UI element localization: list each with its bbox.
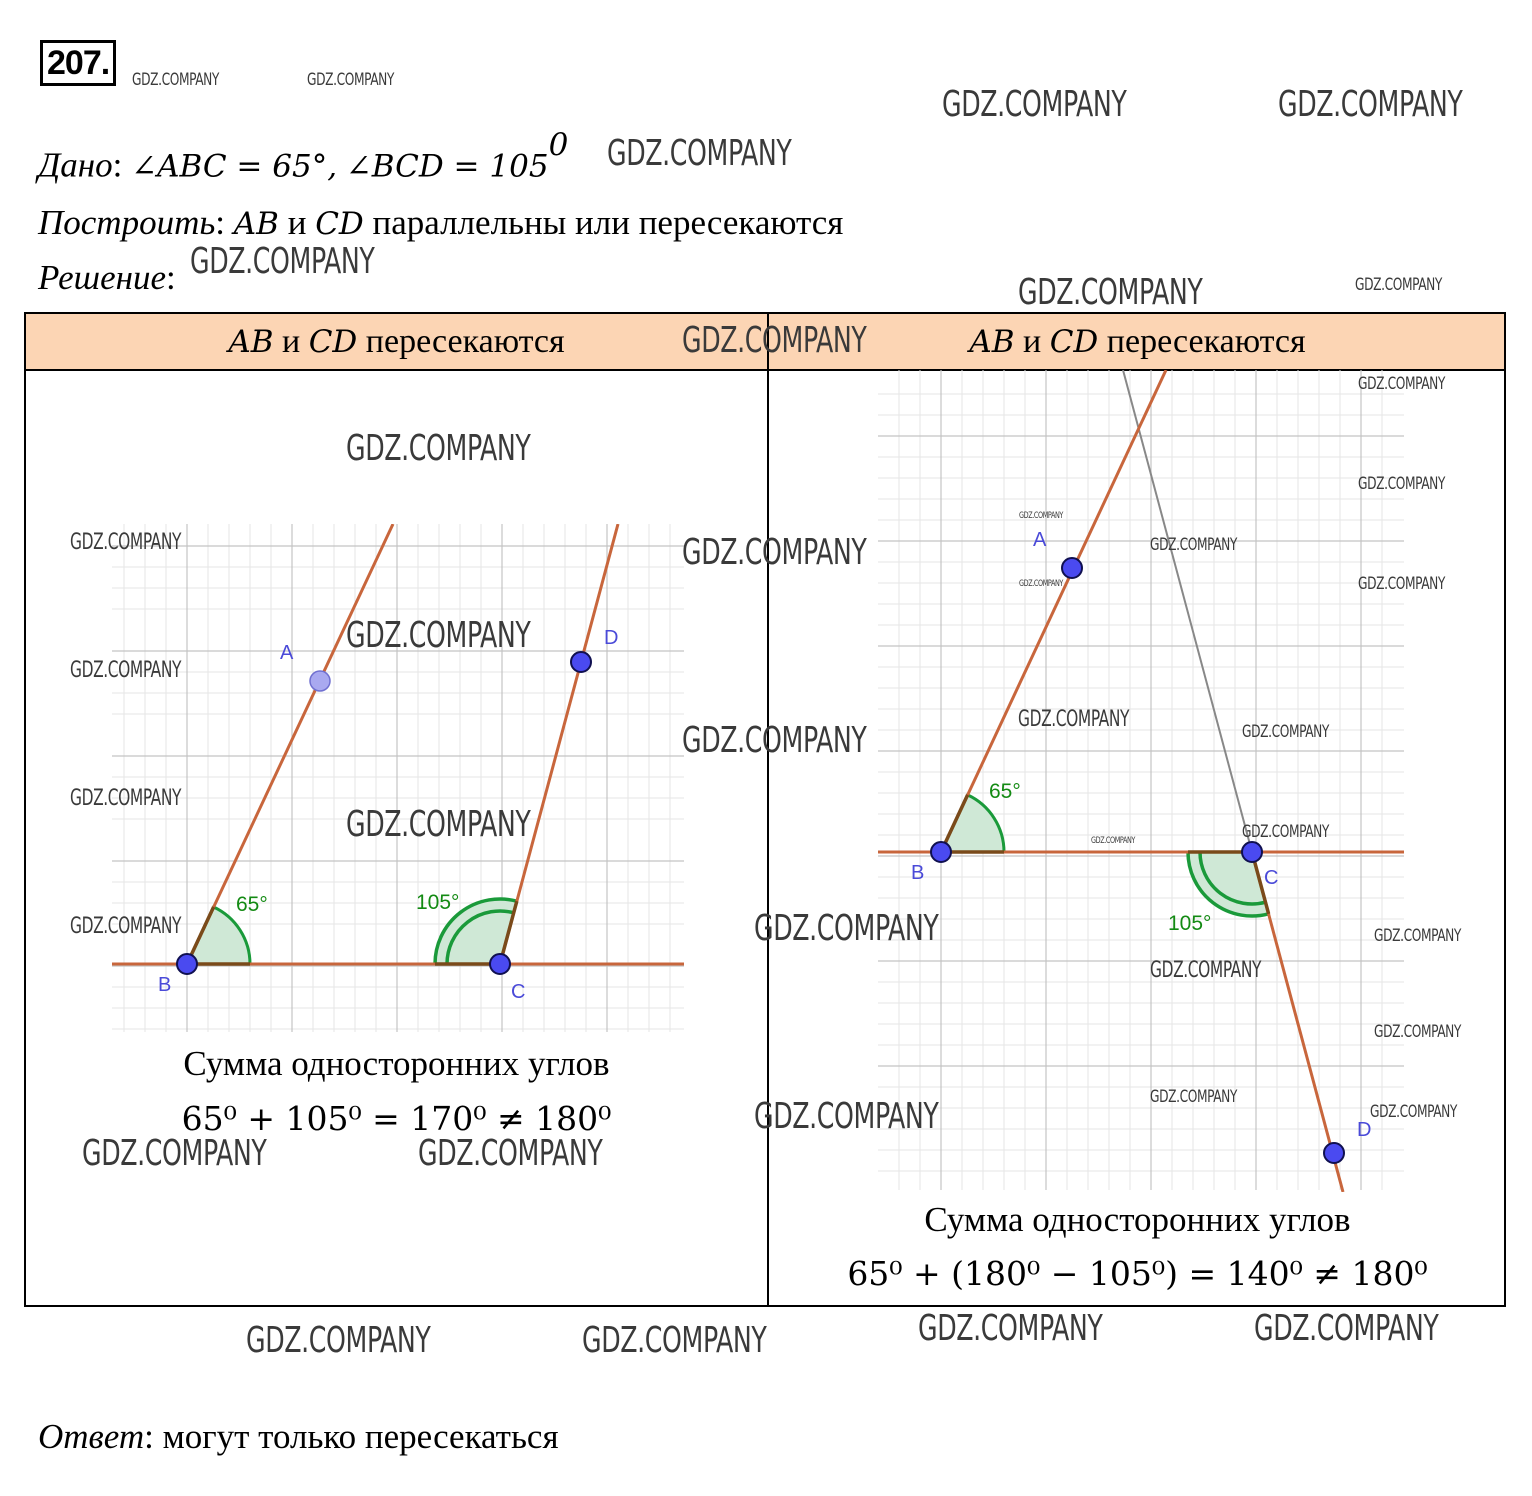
watermark: GDZ.COMPANY bbox=[1242, 822, 1330, 842]
watermark: GDZ.COMPANY bbox=[346, 804, 531, 845]
construct-cd: CD bbox=[315, 206, 364, 242]
angle-abc-sector-right bbox=[941, 795, 1004, 852]
header-right bbox=[769, 314, 1506, 369]
watermark: GDZ.COMPANY bbox=[1254, 1308, 1439, 1349]
watermark: GDZ.COMPANY bbox=[1019, 579, 1063, 589]
point-d-label-right: D bbox=[1357, 1119, 1372, 1141]
watermark: GDZ.COMPANY bbox=[1374, 926, 1462, 946]
given-label: Дано bbox=[38, 145, 113, 185]
line-ab-right bbox=[941, 370, 1166, 852]
watermark: GDZ.COMPANY bbox=[942, 84, 1127, 125]
line-dc-extension-right bbox=[1123, 370, 1252, 852]
header-left bbox=[26, 314, 767, 369]
angle-abc-label-right: 65° bbox=[989, 780, 1021, 803]
watermark: GDZ.COMPANY bbox=[918, 1308, 1103, 1349]
watermark: GDZ.COMPANY bbox=[682, 532, 867, 573]
point-b-label-right: B bbox=[911, 862, 925, 884]
point-a-right[interactable] bbox=[1062, 558, 1082, 578]
point-a-label-left: A bbox=[280, 642, 294, 664]
figure-left bbox=[112, 524, 688, 1034]
figure-right bbox=[878, 370, 1406, 1192]
construct-label: Построить bbox=[38, 203, 216, 242]
watermark: GDZ.COMPANY bbox=[418, 1133, 603, 1174]
watermark: GDZ.COMPANY bbox=[1150, 958, 1262, 983]
point-a-left[interactable] bbox=[310, 671, 330, 691]
watermark: GDZ.COMPANY bbox=[1019, 511, 1063, 521]
watermark: GDZ.COMPANY bbox=[754, 1096, 939, 1137]
angle-bcd-label-left: 105° bbox=[416, 891, 460, 914]
watermark: GDZ.COMPANY bbox=[682, 720, 867, 761]
header-left-and: и bbox=[282, 323, 301, 360]
header-left-text: пересекаются bbox=[365, 323, 565, 360]
point-b-right[interactable] bbox=[931, 842, 951, 862]
watermark: GDZ.COMPANY bbox=[1150, 1087, 1238, 1107]
answer-label: Ответ bbox=[38, 1417, 145, 1456]
watermark: GDZ.COMPANY bbox=[754, 908, 939, 949]
header-right-cd: CD bbox=[1049, 324, 1099, 360]
solution-line: Решение: bbox=[38, 258, 176, 297]
given-angle-abc: ∠ABC = 65°, bbox=[131, 148, 338, 185]
given-line: Дано: ∠ABC = 65°, ∠BCD = $105^0$ bbox=[38, 127, 569, 185]
line-cd-left bbox=[500, 524, 618, 964]
formula-left: 65⁰ + 105⁰ = 170⁰ ≠ 180⁰ bbox=[181, 1099, 612, 1138]
point-d-label-left: D bbox=[604, 627, 619, 649]
watermark: GDZ.COMPANY bbox=[346, 428, 531, 469]
point-d-left[interactable] bbox=[571, 652, 591, 672]
watermark: GDZ.COMPANY bbox=[132, 70, 220, 90]
watermark: GDZ.COMPANY bbox=[190, 241, 375, 282]
point-c-label-right: C bbox=[1264, 867, 1279, 889]
point-c-left[interactable] bbox=[490, 954, 510, 974]
watermark: GDZ.COMPANY bbox=[70, 658, 182, 683]
header-right-text: пересекаются bbox=[1106, 323, 1306, 360]
task-number: 207. bbox=[40, 40, 116, 86]
watermark: GDZ.COMPANY bbox=[582, 1320, 767, 1361]
caption-left: Сумма односторонних углов bbox=[183, 1044, 610, 1083]
answer-line: Ответ: могут только пересекаться bbox=[38, 1417, 559, 1456]
watermark: GDZ.COMPANY bbox=[70, 786, 182, 811]
watermark: GDZ.COMPANY bbox=[1018, 707, 1130, 732]
watermark: GDZ.COMPANY bbox=[607, 133, 792, 174]
header-left-ab: AB bbox=[228, 324, 274, 360]
watermark: GDZ.COMPANY bbox=[1018, 272, 1203, 313]
grid-right bbox=[878, 370, 1404, 1190]
watermark: GDZ.COMPANY bbox=[1091, 836, 1135, 846]
construct-and: и bbox=[287, 203, 307, 242]
angle-abc-label-left: 65° bbox=[236, 893, 268, 916]
watermark: GDZ.COMPANY bbox=[1150, 535, 1238, 555]
column-divider bbox=[767, 314, 769, 1305]
watermark: GDZ.COMPANY bbox=[346, 615, 531, 656]
line-ab-left bbox=[187, 524, 393, 964]
watermark: GDZ.COMPANY bbox=[682, 320, 867, 361]
watermark: GDZ.COMPANY bbox=[1358, 574, 1446, 594]
caption-right: Сумма односторонних углов bbox=[924, 1200, 1351, 1239]
given-degree: 0 bbox=[548, 127, 569, 163]
solution-label: Решение bbox=[38, 258, 167, 297]
watermark: GDZ.COMPANY bbox=[1355, 275, 1443, 295]
watermark: GDZ.COMPANY bbox=[1358, 374, 1446, 394]
watermark: GDZ.COMPANY bbox=[70, 530, 182, 555]
construct-ab: AB bbox=[233, 206, 279, 242]
angle-bcd-label-right: 105° bbox=[1168, 912, 1212, 935]
construct-line: Построить: AB и CD параллельны или пересекаются bbox=[38, 203, 844, 242]
formula-right: 65⁰ + (180⁰ − 105⁰) = 140⁰ ≠ 180⁰ bbox=[847, 1254, 1428, 1293]
watermark: GDZ.COMPANY bbox=[1358, 474, 1446, 494]
watermark: GDZ.COMPANY bbox=[82, 1133, 267, 1174]
watermark: GDZ.COMPANY bbox=[1242, 722, 1330, 742]
point-a-label-right: A bbox=[1033, 529, 1047, 551]
watermark: GDZ.COMPANY bbox=[1370, 1102, 1458, 1122]
point-b-left[interactable] bbox=[177, 954, 197, 974]
watermark: GDZ.COMPANY bbox=[307, 70, 395, 90]
point-c-label-left: C bbox=[511, 981, 526, 1003]
watermark: GDZ.COMPANY bbox=[1374, 1022, 1462, 1042]
header-right-ab: AB bbox=[969, 324, 1015, 360]
watermark: GDZ.COMPANY bbox=[1278, 84, 1463, 125]
point-b-label-left: B bbox=[158, 974, 172, 996]
construct-text: параллельны или пересекаются bbox=[372, 203, 844, 242]
given-angle-bcd: ∠BCD = 105 bbox=[345, 148, 549, 185]
watermark: GDZ.COMPANY bbox=[246, 1320, 431, 1361]
header-left-cd: CD bbox=[308, 324, 358, 360]
point-d-right[interactable] bbox=[1324, 1143, 1344, 1163]
answer-text: могут только пересекаться bbox=[162, 1417, 559, 1456]
point-c-right[interactable] bbox=[1242, 842, 1262, 862]
header-right-and: и bbox=[1023, 323, 1042, 360]
watermark: GDZ.COMPANY bbox=[70, 914, 182, 939]
